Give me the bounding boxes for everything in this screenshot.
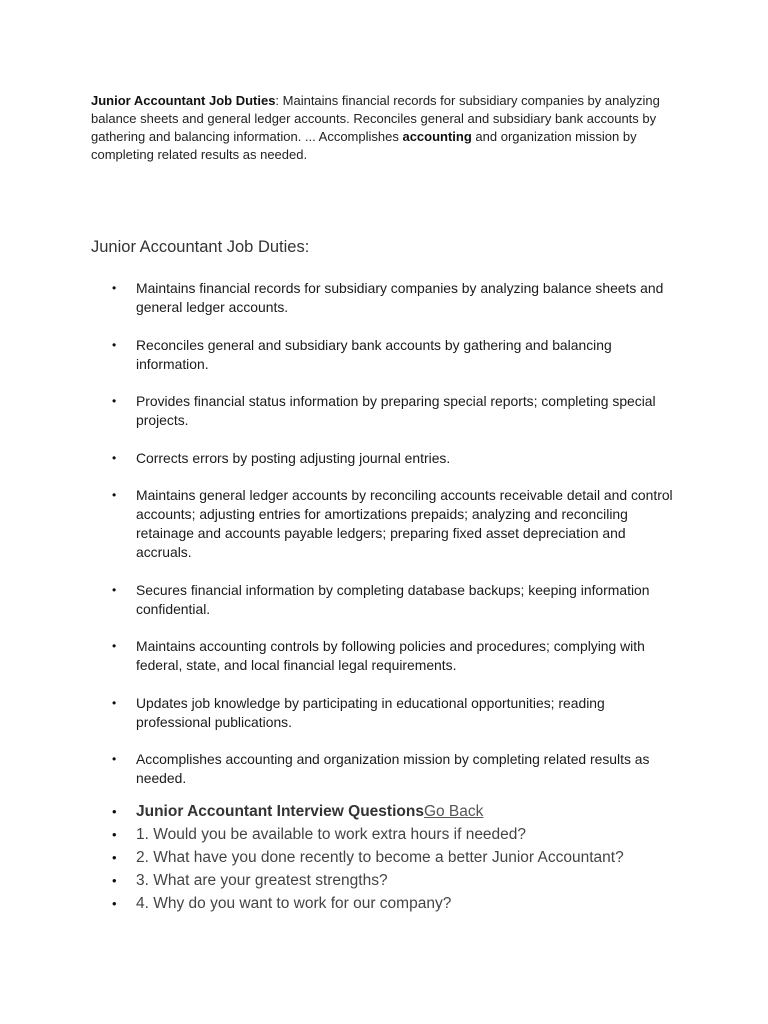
duty-text: Maintains financial records for subsidiary companies by analyzing balance sheets and general ledger accounts. (136, 280, 664, 315)
bullet-icon: • (112, 827, 117, 842)
duty-item (0, 750, 681, 788)
question-item (0, 846, 768, 869)
bullet-icon: • (112, 639, 117, 653)
duty-text: Updates job knowledge by participating in educational opportunities; reading professional publications. (136, 694, 605, 730)
question-item (0, 869, 768, 892)
interview-title: Junior Accountant Interview Questions (136, 803, 424, 820)
intro-keyword: accounting (402, 129, 472, 144)
intro-text-1: : Maintains financial records for subsidiary companies by analyzing balance sheets and general ledger accounts. Reconciles general and subsidiary bank accounts by gathering and balancing information. ... Accomplishes (91, 93, 660, 144)
duty-item (0, 449, 681, 468)
duty-item (0, 392, 681, 430)
duty-text: Maintains accounting controls by following policies and procedures; complying with federal, state, and local financial legal requirements. (136, 638, 645, 673)
bullet-icon: • (112, 695, 117, 710)
go-back-link[interactable]: Go Back (423, 803, 484, 820)
question-text: 4. Why do you want to work for our company? (136, 895, 452, 912)
question-text: 2. What have you done recently to become a better Junior Accountant? (136, 849, 624, 866)
interview-title-item (0, 800, 768, 823)
bullet-icon: • (112, 337, 117, 352)
question-item (0, 892, 768, 915)
duty-item (0, 336, 681, 374)
duty-text: Secures financial information by completing database backups; keeping information confidential. (136, 581, 650, 617)
duty-text: Corrects errors by posting adjusting journal entries. (136, 449, 451, 466)
bullet-icon: • (112, 873, 117, 888)
duty-item (0, 581, 681, 619)
duty-item (0, 637, 681, 675)
intro-paragraph (91, 92, 691, 164)
duty-item (0, 279, 681, 317)
bullet-icon: • (112, 488, 117, 502)
duty-text: Maintains general ledger accounts by reconciling accounts receivable detail and control accounts; adjusting entries for amortizations prepaids; analyzing and reconciling retainage and accounts payable ledgers; preparing fixed asset depreciation and accruals. (136, 487, 673, 560)
duty-text: Provides financial status information by preparing special reports; completing special projects. (136, 393, 656, 428)
bullet-icon: • (112, 850, 117, 865)
duty-item (0, 694, 681, 732)
duty-text: Reconciles general and subsidiary bank accounts by gathering and balancing information. (136, 336, 612, 372)
duties-list (0, 279, 768, 807)
bullet-icon: • (112, 450, 117, 465)
question-text: 3. What are your greatest strengths? (136, 872, 388, 889)
bullet-icon: • (112, 896, 117, 911)
question-text: 1. Would you be available to work extra hours if needed? (136, 826, 527, 843)
duty-item (0, 486, 681, 562)
bullet-icon: • (112, 804, 117, 819)
intro-title: Junior Accountant Job Duties (91, 93, 276, 108)
question-item (0, 823, 768, 846)
interview-questions-list (0, 800, 768, 915)
bullet-icon: • (112, 752, 117, 766)
bullet-icon: • (112, 394, 117, 408)
duty-text: Accomplishes accounting and organization mission by completing related results as needed. (136, 751, 650, 786)
bullet-icon: • (112, 281, 117, 295)
intro-text-2: and organization mission by completing related results as needed. (91, 129, 637, 162)
duties-heading: Junior Accountant Job Duties: (91, 238, 310, 256)
bullet-icon: • (112, 582, 117, 597)
